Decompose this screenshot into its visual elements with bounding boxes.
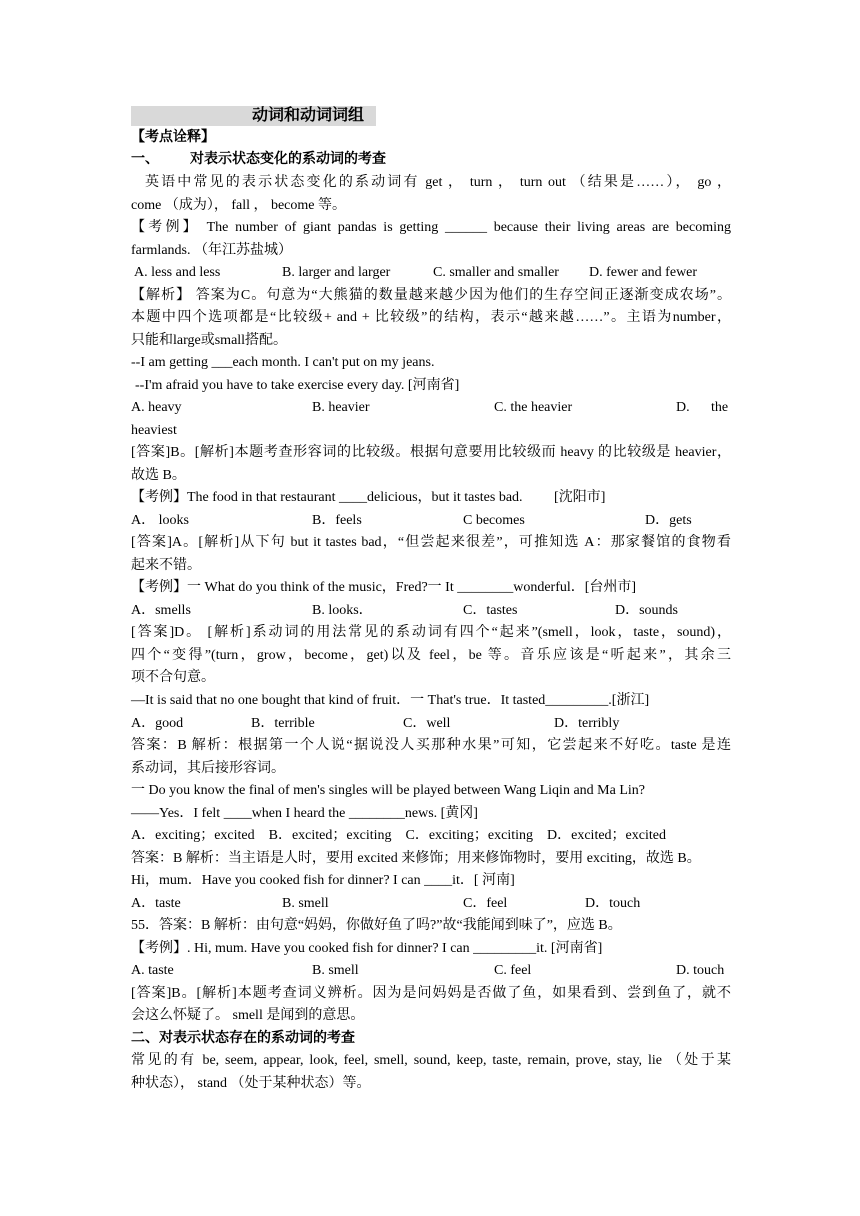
example-4-answer-1: [答案]D。 [解析]系动词的用法常见的系动词有四个“起来”(smell，look，taste，sound)， xyxy=(131,625,731,640)
example-7-question: Hi，mum．Have you cooked fish for dinner? I can ____it．[ 河南] xyxy=(131,873,515,888)
option-b: B. larger and larger xyxy=(282,265,391,280)
example-6-question-1: 一 Do you know the final of men's singles will be played between Wang Liqin and Ma Lin? xyxy=(131,783,645,798)
option-b: B. smell xyxy=(312,963,359,978)
example-7-answer: 55．答案：B 解析：由句意“妈妈，你做好鱼了吗?”故“我能闻到味了”，应选 B。 xyxy=(131,918,622,933)
example-3-answer-1: [答案]A。[解析]从下句 but it tastes bad，“但尝起来很差”，可推知选 A：那家餐馆的食物看 xyxy=(131,535,731,550)
option-a: A． looks xyxy=(131,513,189,528)
option-b: B. smell xyxy=(282,896,329,911)
example-4-answer-2: 四个“变得”(turn，grow，become，get)以及 feel，be 等。音乐应该是“听起来”，其余三 xyxy=(131,648,731,663)
option-d: D．gets xyxy=(645,513,692,528)
example-2-option-d-wrap: heaviest xyxy=(131,423,177,438)
option-c: C. smaller and smaller xyxy=(433,265,559,280)
example-1-question: 【考例】 The number of giant pandas is getting ______ because their living areas are becoming xyxy=(131,220,731,235)
example-2-options xyxy=(131,398,731,418)
option-d: D. touch xyxy=(676,963,725,978)
option-b: B．feels xyxy=(312,513,362,528)
page-title: 动词和动词词组 xyxy=(252,105,365,124)
option-d: D. xyxy=(676,400,690,415)
heading-1-number: 一、 xyxy=(131,152,159,167)
example-4-question: 【考例】一 What do you think of the music，Fred?一 It ________wonderful．[台州市] xyxy=(131,580,637,595)
example-3-answer-2: 起来不错。 xyxy=(131,558,201,573)
heading-1 xyxy=(131,150,731,170)
heading-1-text: 对表示状态变化的系动词的考查 xyxy=(190,152,386,167)
section-label: 【考点诠释】 xyxy=(131,130,215,145)
example-6-answer: 答案：B 解析：当主语是人时，要用 excited 来修饰；用来修饰物时，要用 exciting，故选 B。 xyxy=(131,851,701,866)
heading-2: 二、对表示状态存在的系动词的考查 xyxy=(131,1031,355,1046)
intro-line-1: 英语中常见的表示状态变化的系动词有 get ， turn ， turn out （结果是……）， go ， xyxy=(145,175,731,190)
option-a: A. heavy xyxy=(131,400,182,415)
example-5-answer-2: 系动词，其后接形容词。 xyxy=(131,761,285,776)
option-a: A．smells xyxy=(131,603,191,618)
option-b: B. looks． xyxy=(312,603,373,618)
example-6-question-2: ——Yes．I felt ____when I heard the ________news. [黄冈] xyxy=(131,806,478,821)
option-a: A．taste xyxy=(131,896,181,911)
option-b: B．terrible xyxy=(251,716,315,731)
option-d: D. fewer and fewer xyxy=(589,265,698,280)
option-c: C．feel xyxy=(463,896,508,911)
example-1-options xyxy=(131,263,731,283)
example-6-options: A．exciting；excited B．excited；exciting C．exciting；exciting D．excited；excited xyxy=(131,828,666,843)
option-b: B. heavier xyxy=(312,400,370,415)
example-3-question: 【考例】The food in that restaurant ____delicious，but it tastes bad. [沈阳市] xyxy=(131,490,606,505)
para-2-line-1: 常见的有 be, seem, appear, look, feel, smell, sound, keep, taste, remain, prove, stay, lie （处于某 xyxy=(131,1053,731,1068)
example-1-source: farmlands. （年江苏盐城） xyxy=(131,243,292,258)
example-8-options xyxy=(131,961,731,981)
example-1-analysis-1: 【解析】 答案为C。句意为“大熊猫的数量越来越少因为他们的生存空间正逐渐变成农场”。 xyxy=(131,288,731,303)
option-c: C．well xyxy=(403,716,451,731)
option-d-cont: the xyxy=(711,400,729,415)
example-2-answer-2: 故选 B。 xyxy=(131,468,186,483)
example-3-options xyxy=(131,511,731,531)
example-5-answer-1: 答案：B 解析：根据第一个人说“据说没人买那种水果”可知，它尝起来不好吃。taste 是连 xyxy=(131,738,731,753)
para-2-line-2: 种状态）， stand （处于某种状态）等。 xyxy=(131,1076,371,1091)
intro-line-2: come （成为）， fall ， become 等。 xyxy=(131,198,347,213)
example-5-question: —It is said that no one bought that kind of fruit．一 That's true．It tasted_________.[浙江] xyxy=(131,693,650,708)
option-a: A．good xyxy=(131,716,184,731)
example-8-answer-1: [答案]B。[解析]本题考查词义辨析。因为是问妈妈是否做了鱼，如果看到、尝到鱼了，就不 xyxy=(131,986,731,1001)
option-d: D．sounds xyxy=(615,603,679,618)
example-8-answer-2: 会这么怀疑了。 smell 是闻到的意思。 xyxy=(131,1008,365,1023)
example-1-analysis-3: 只能和large或small搭配。 xyxy=(131,333,288,348)
option-d: D．terribly xyxy=(554,716,620,731)
example-4-options xyxy=(131,601,731,621)
example-2-question-1: --I am getting ___each month. I can't put on my jeans. xyxy=(131,355,435,370)
example-7-options xyxy=(131,894,731,914)
example-5-options xyxy=(131,714,731,734)
option-c: C. the heavier xyxy=(494,400,573,415)
example-4-answer-3: 项不合句意。 xyxy=(131,670,215,685)
option-c: C．tastes xyxy=(463,603,518,618)
option-c: C becomes xyxy=(463,513,525,528)
example-2-answer-1: [答案]B。[解析]本题考查形容词的比较级。根据句意要用比较级而 heavy 的比较级是 heavier， xyxy=(131,445,731,460)
option-d: D．touch xyxy=(585,896,641,911)
option-c: C. feel xyxy=(494,963,532,978)
option-a: A. taste xyxy=(131,963,174,978)
example-8-question: 【考例】. Hi, mum. Have you cooked fish for dinner? I can _________it. [河南省] xyxy=(131,941,603,956)
example-1-analysis-2: 本题中四个选项都是“比较级+ and + 比较级”的结构，表示“越来越……”。主语为number， xyxy=(131,310,731,325)
option-a: A. less and less xyxy=(134,265,221,280)
example-2-question-2: --I'm afraid you have to take exercise every day. [河南省] xyxy=(135,378,460,393)
